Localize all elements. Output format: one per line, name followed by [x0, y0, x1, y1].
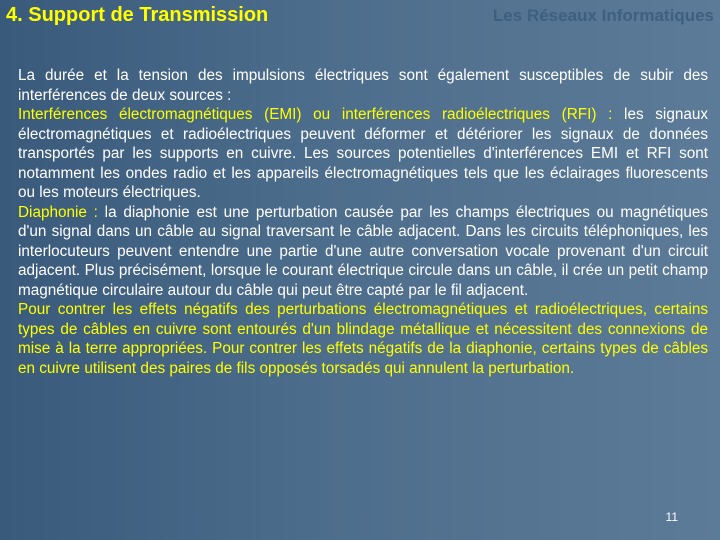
emi-paragraph — [18, 105, 708, 203]
emi-heading: Interférences électromagnétiques (EMI) ou interférences radioélectriques (RFI) : — [18, 106, 613, 123]
page-number: 11 — [665, 510, 678, 524]
slide-title: 4. Support de Transmission — [6, 4, 269, 26]
diaphonie-text: la diaphonie est une perturbation causée par les champs électriques ou magnétiques d'un signal dans un câble au signal traversant le câble adjacent. Dans les circuits téléphoniques, les interlocuteurs peuvent entendre une partie d'une autre conversation vocale provenant d'un circuit adjacent. Plus précisément, lorsque le courant électrique circule dans un câble, il crée un petit champ magnétique circulaire autour du câble qui peut être capté par le fil adjacent. — [18, 203, 709, 299]
intro-text: La durée et la tension des impulsions électriques sont également susceptibles de subir des interférences de deux sources : — [18, 67, 708, 104]
conclusion-paragraph — [18, 300, 708, 378]
slide-subtitle: Les Réseaux Informatiques — [492, 6, 714, 25]
diaphonie-paragraph — [18, 203, 708, 301]
emi-text: les signaux électromagnétiques et radioélectriques peuvent déformer et détériorer les signaux de données transportés par les supports en cuivre. Les sources potentielles d'interférences EMI et RFI sont notamment les ondes radio et les appareils électromagnétiques tels que les éclairages fluorescents ou les moteurs électriques. — [18, 106, 708, 201]
intro-paragraph — [18, 66, 708, 105]
conclusion-text: Pour contrer les effets négatifs des perturbations électromagnétiques et radioélectriques, certains types de câbles en cuivre sont entourés d'un blindage métallique et nécessitent des connexions de mise à la terre appropriées. Pour contrer les effets négatifs de la diaphonie, certains types de câbles en cuivre utilisent des paires de fils opposés torsadés qui annulent la perturbation. — [18, 301, 708, 377]
slide-header — [0, 0, 720, 34]
slide-body — [18, 66, 708, 378]
diaphonie-heading: Diaphonie : — [18, 203, 98, 221]
